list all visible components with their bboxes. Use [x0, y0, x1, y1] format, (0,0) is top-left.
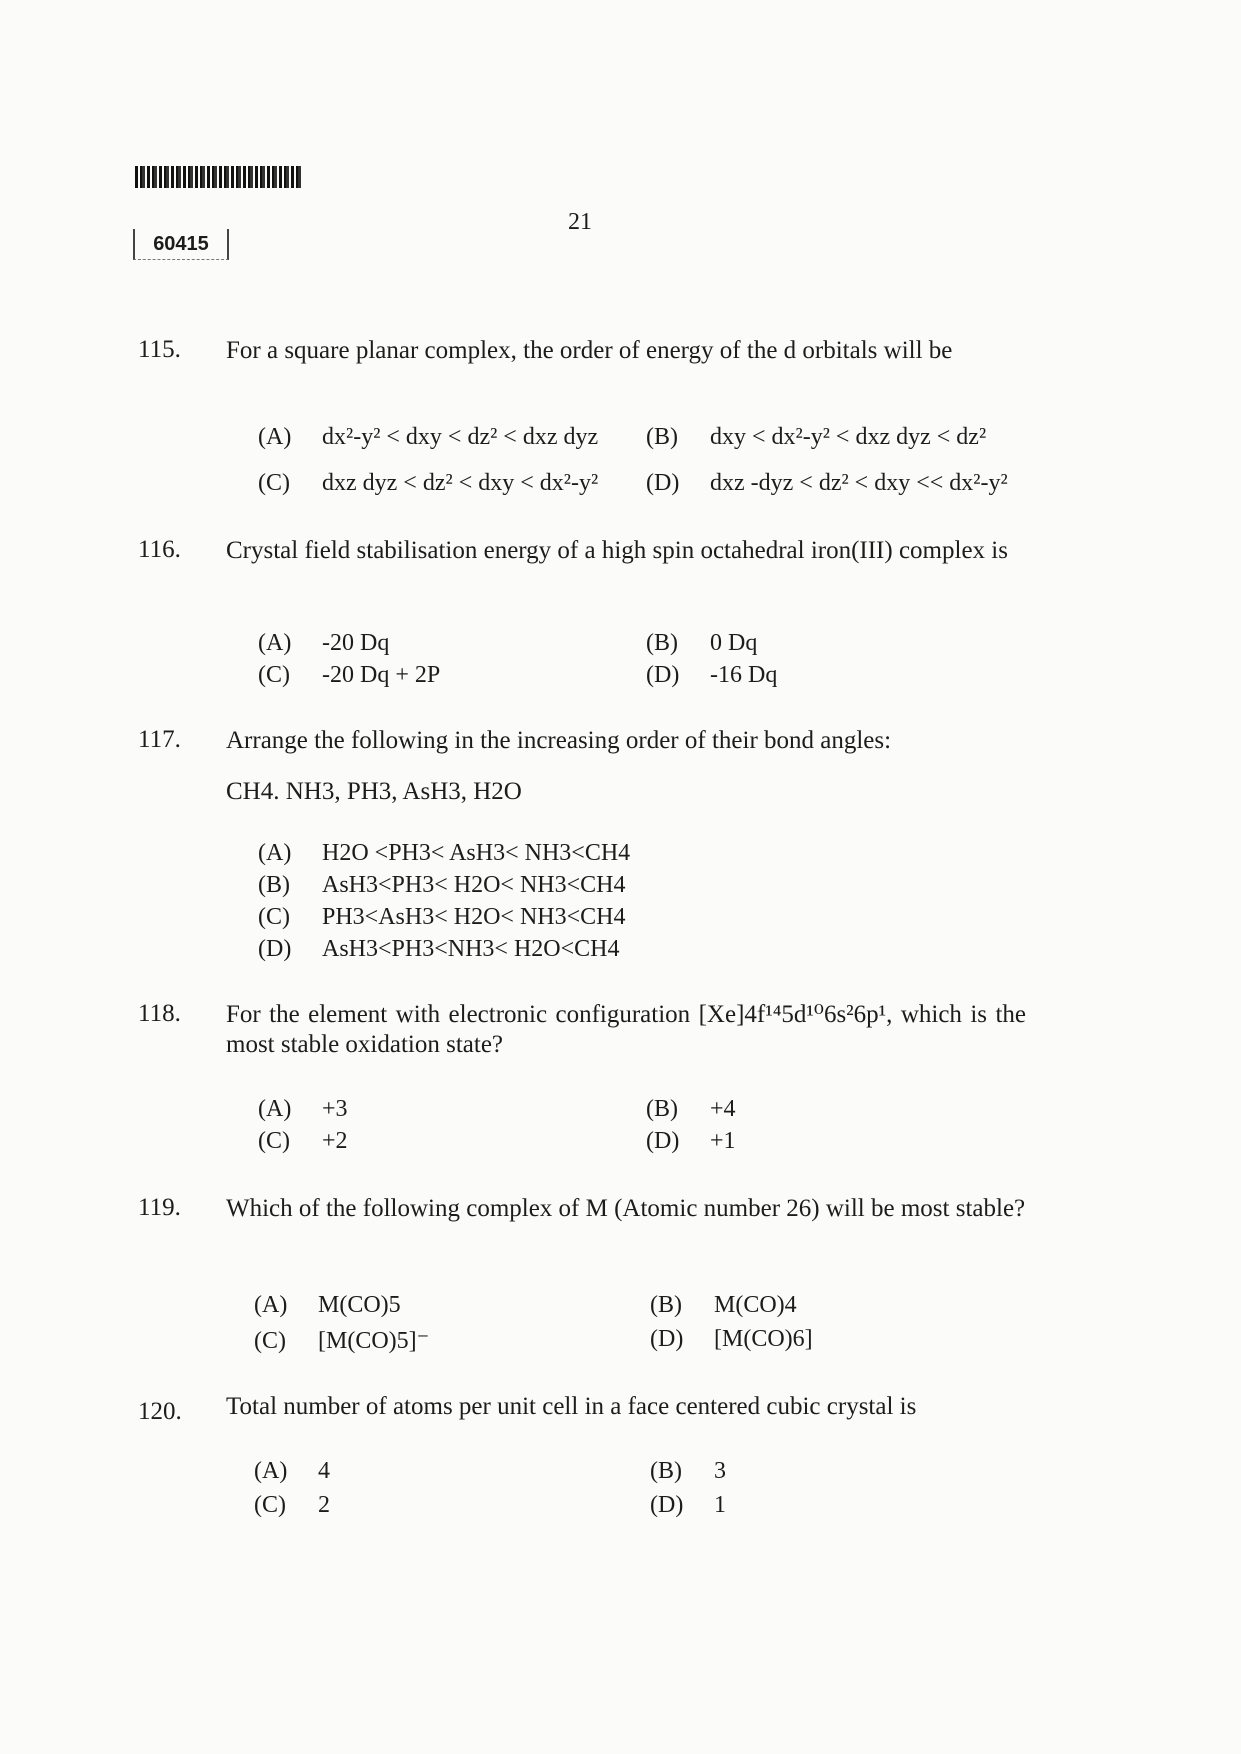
option-d: (D) 1: [650, 1492, 726, 1518]
option-b: (B) 3: [650, 1458, 726, 1484]
question-text: Total number of atoms per unit cell in a face centered cubic crystal is: [226, 1393, 917, 1420]
question-text: Which of the following complex of M (Atomic number 26) will be most stable?: [226, 1195, 1026, 1222]
option-b: (B) AsH3<PH3< H2O< NH3<CH4: [258, 872, 626, 898]
barcode-icon: [135, 166, 303, 188]
question-number: 119.: [138, 1194, 181, 1221]
option-a: (A) +3: [258, 1096, 348, 1122]
option-b: (B) 0 Dq: [646, 630, 758, 656]
question-text: For the element with electronic configuration [Xe]4f¹⁴5d¹⁰6s²6p¹, which is the most stable oxidation state?: [226, 1001, 1026, 1058]
option-c: (C) -20 Dq + 2P: [258, 662, 441, 688]
option-a: (A) 4: [254, 1458, 330, 1484]
option-b: (B) M(CO)4: [650, 1292, 797, 1318]
option-c: (C) 2: [254, 1492, 330, 1518]
question-number: 120.: [138, 1398, 182, 1425]
option-a: (A) dx²-y² < dxy < dz² < dxz dyz: [258, 424, 599, 450]
option-d: (D) +1: [646, 1128, 736, 1154]
question-number: 117.: [138, 726, 181, 753]
page-number: 21: [568, 209, 592, 235]
question-text: Crystal field stabilisation energy of a high spin octahedral iron(III) complex is: [226, 537, 1008, 564]
option-a: (A) M(CO)5: [254, 1292, 401, 1318]
option-c: (C) PH3<AsH3< H2O< NH3<CH4: [258, 904, 626, 930]
question-number: 116.: [138, 536, 181, 563]
paper-code: 60415: [133, 229, 229, 260]
option-b: (B) +4: [646, 1096, 736, 1122]
option-d: (D) dxz -dyz < dz² < dxy << dx²-y²: [646, 470, 1008, 496]
option-b: (B) dxy < dx²-y² < dxz dyz < dz²: [646, 424, 987, 450]
option-c: (C) +2: [258, 1128, 348, 1154]
question-number: 118.: [138, 1000, 181, 1027]
question-text: Arrange the following in the increasing order of their bond angles:: [226, 727, 892, 754]
question-number: 115.: [138, 336, 181, 363]
compound-list: CH4. NH3, PH3, AsH3, H2O: [226, 778, 522, 805]
option-d: (D) -16 Dq: [646, 662, 778, 688]
option-c: (C) dxz dyz < dz² < dxy < dx²-y²: [258, 470, 599, 496]
option-d: (D) AsH3<PH3<NH3< H2O<CH4: [258, 936, 620, 962]
option-d: (D) [M(CO)6]: [650, 1326, 813, 1352]
option-a: (A) -20 Dq: [258, 630, 390, 656]
option-a: (A) H2O <PH3< AsH3< NH3<CH4: [258, 840, 631, 866]
option-c: (C) [M(CO)5]⁻: [254, 1328, 430, 1354]
question-text: For a square planar complex, the order of energy of the d orbitals will be: [226, 337, 953, 364]
